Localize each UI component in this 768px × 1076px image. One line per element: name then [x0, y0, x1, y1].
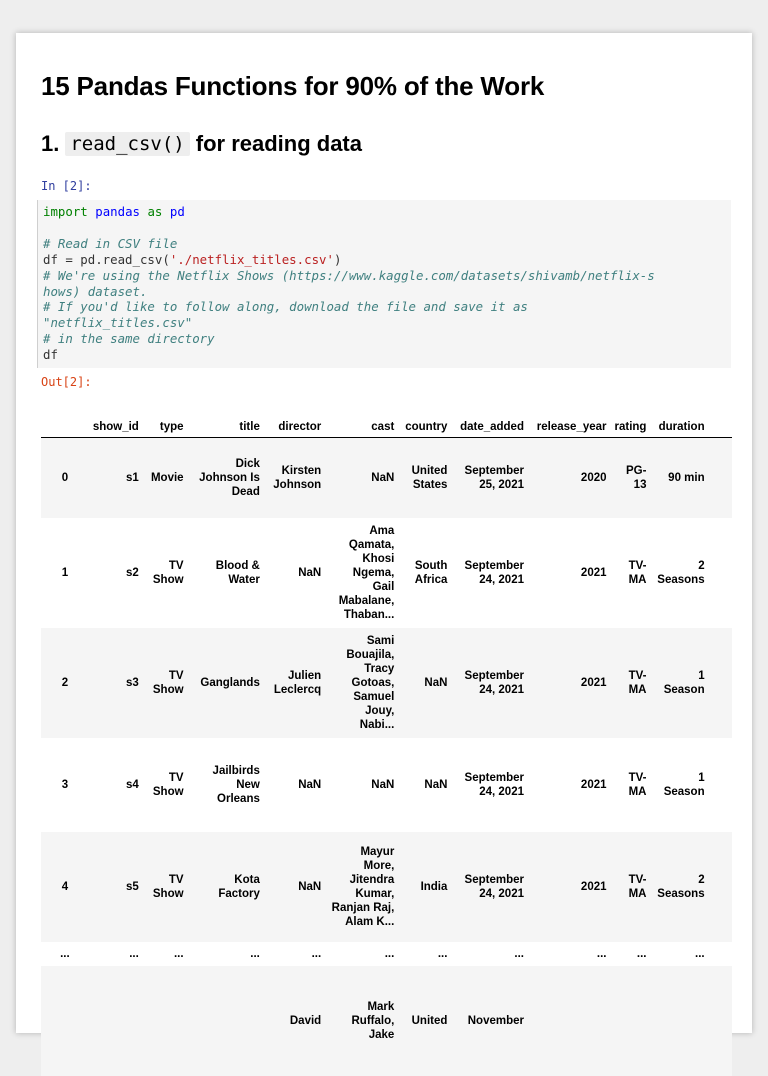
code-comment: # in the same directory — [43, 331, 215, 347]
cell-director: Julien Leclercq — [273, 669, 322, 696]
code-text: df — [43, 347, 58, 363]
cell-show-id: s2 — [126, 566, 139, 579]
dataframe-table — [41, 409, 732, 1076]
column-header: duration — [650, 409, 708, 438]
code-comment: hows) dataset. — [43, 283, 148, 299]
cell-rating: ... — [636, 947, 647, 960]
cell-rating: TV-MA — [628, 559, 647, 586]
cell-director: Kirsten Johnson — [273, 464, 322, 491]
header-row — [41, 409, 732, 438]
cell-cutoff — [709, 966, 732, 1076]
column-header: cast — [325, 409, 398, 438]
table-row — [41, 966, 732, 1076]
table-row — [41, 738, 732, 832]
cell-rating — [611, 966, 651, 1076]
input-prompt: In [2]: — [41, 179, 92, 193]
cell-show-id: s3 — [126, 676, 139, 689]
column-header: release_year — [528, 409, 611, 438]
cell-cutoff — [709, 518, 732, 628]
cell-country: United States — [411, 464, 448, 491]
cell-country: ... — [437, 947, 448, 960]
row-index: 1 — [61, 566, 69, 579]
cell-type: ... — [173, 947, 184, 960]
code-alias: pd — [169, 204, 185, 219]
code-comment: # We're using the Netflix Shows (https://www.kaggle.com/datasets/shivamb/netflix-s — [43, 267, 655, 283]
cell-type: TV Show — [152, 771, 184, 798]
cell-date-added: September 24, 2021 — [464, 873, 524, 900]
cell-country: South Africa — [414, 559, 448, 586]
cell-show-id: s5 — [126, 880, 139, 893]
table-row — [41, 832, 732, 942]
cell-duration: 90 min — [668, 471, 705, 484]
column-header: rating — [611, 409, 651, 438]
code-comment: # Read in CSV file — [43, 235, 178, 251]
cell-show-id: s4 — [126, 778, 139, 791]
cell-director: ... — [311, 947, 322, 960]
code-comment: "netflix_titles.csv" — [43, 315, 193, 331]
cell-show-id: s1 — [126, 471, 139, 484]
column-header: country — [398, 409, 451, 438]
row-index: 4 — [61, 880, 69, 893]
cell-title — [188, 966, 264, 1076]
cell-date-added: September 24, 2021 — [464, 559, 524, 586]
code-text: ) — [333, 251, 342, 267]
section-number: 1. — [41, 131, 60, 156]
cell-rating: TV-MA — [628, 873, 647, 900]
cell-cutoff — [709, 438, 732, 518]
code-keyword-import: import — [43, 204, 88, 219]
dataframe-output — [41, 409, 732, 1049]
row-index — [41, 966, 89, 1076]
cell-country: India — [420, 880, 448, 893]
cell-cast: ... — [384, 947, 395, 960]
cell-title: Blood & Water — [215, 559, 260, 586]
cell-cast: Mayur More, Jitendra Kumar, Ranjan Raj, Alam K... — [331, 845, 395, 928]
cell-cast: NaN — [371, 778, 395, 791]
cell-title: Kota Factory — [218, 873, 260, 900]
cell-director: NaN — [298, 566, 322, 579]
cell-date-added: September 24, 2021 — [464, 771, 524, 798]
row-index: 0 — [61, 471, 69, 484]
page-title: 15 Pandas Functions for 90% of the Work — [41, 71, 545, 101]
cell-cutoff — [709, 942, 732, 966]
cell-release-year: 2021 — [580, 778, 607, 791]
cell-director: NaN — [298, 880, 322, 893]
cell-cast: NaN — [371, 471, 395, 484]
cell-cutoff — [709, 832, 732, 942]
cell-cutoff — [709, 738, 732, 832]
cell-title: Jailbirds New Orleans — [212, 764, 260, 805]
cell-release-year — [528, 966, 611, 1076]
column-header: title — [188, 409, 264, 438]
cell-country: NaN — [424, 778, 448, 791]
cell-cutoff — [709, 628, 732, 738]
cell-duration: 1 Season — [663, 771, 705, 798]
column-header: type — [143, 409, 188, 438]
cell-rating: PG-13 — [626, 464, 647, 491]
cell-release-year: 2021 — [580, 566, 607, 579]
code-keyword-as: as — [147, 204, 163, 219]
cell-date-added: November — [467, 1014, 524, 1027]
cell-country: NaN — [424, 676, 448, 689]
section-code: read_csv() — [65, 132, 189, 156]
cell-country: United — [411, 1014, 448, 1027]
row-index: ... — [60, 947, 70, 960]
cell-type: TV Show — [152, 873, 184, 900]
column-header: director — [264, 409, 325, 438]
cell-release-year: 2021 — [580, 676, 607, 689]
cell-type: TV Show — [152, 559, 184, 586]
table-row-ellipsis — [41, 942, 732, 966]
cell-cast: Ama Qamata, Khosi Ngema, Gail Mabalane, Thaban... — [338, 524, 395, 621]
cell-type: Movie — [150, 471, 184, 484]
cell-show-id — [89, 966, 143, 1076]
code-comment: # If you'd like to follow along, download the file and save it as — [43, 299, 528, 315]
cell-type: TV Show — [152, 669, 184, 696]
header-index — [41, 409, 89, 438]
code-text: df = pd.read_csv( — [43, 251, 170, 267]
cell-date-added: ... — [514, 947, 524, 960]
row-index: 3 — [61, 778, 69, 791]
cell-title: Ganglands — [200, 676, 260, 689]
row-index: 2 — [61, 676, 69, 689]
cell-release-year: 2020 — [580, 471, 607, 484]
cell-cast: Mark Ruffalo, Jake — [351, 1000, 395, 1041]
cell-title: Dick Johnson Is Dead — [199, 457, 260, 498]
cell-release-year: ... — [596, 947, 607, 960]
notebook-page — [16, 33, 752, 1041]
code-string: './netflix_titles.csv' — [169, 251, 334, 267]
cell-rating: TV-MA — [628, 771, 647, 798]
cell-rating: TV-MA — [628, 669, 647, 696]
column-header: date_added — [451, 409, 528, 438]
table-row — [41, 518, 732, 628]
code-cell[interactable] — [37, 200, 731, 368]
cell-duration: 1 Season — [663, 669, 705, 696]
cell-duration: 2 Seasons — [657, 559, 705, 586]
cell-duration — [650, 966, 708, 1076]
column-header-cutoff — [709, 409, 732, 438]
cell-show-id: ... — [129, 947, 139, 960]
cell-date-added: September 24, 2021 — [464, 669, 524, 696]
section-text: for reading data — [195, 131, 362, 156]
column-header: show_id — [89, 409, 143, 438]
cell-type — [143, 966, 188, 1076]
output-prompt: Out[2]: — [41, 375, 92, 389]
cell-director: David — [289, 1014, 322, 1027]
table-row — [41, 438, 732, 518]
cell-duration: ... — [695, 947, 705, 960]
cell-cast: Sami Bouajila, Tracy Gotoas, Samuel Jouy, Nabi... — [346, 634, 395, 731]
cell-release-year: 2021 — [580, 880, 607, 893]
cell-date-added: September 25, 2021 — [464, 464, 524, 491]
cell-director: NaN — [298, 778, 322, 791]
section-heading — [41, 131, 362, 157]
cell-title: ... — [250, 947, 260, 960]
code-module: pandas — [95, 204, 140, 219]
table-row — [41, 628, 732, 738]
cell-duration: 2 Seasons — [657, 873, 705, 900]
